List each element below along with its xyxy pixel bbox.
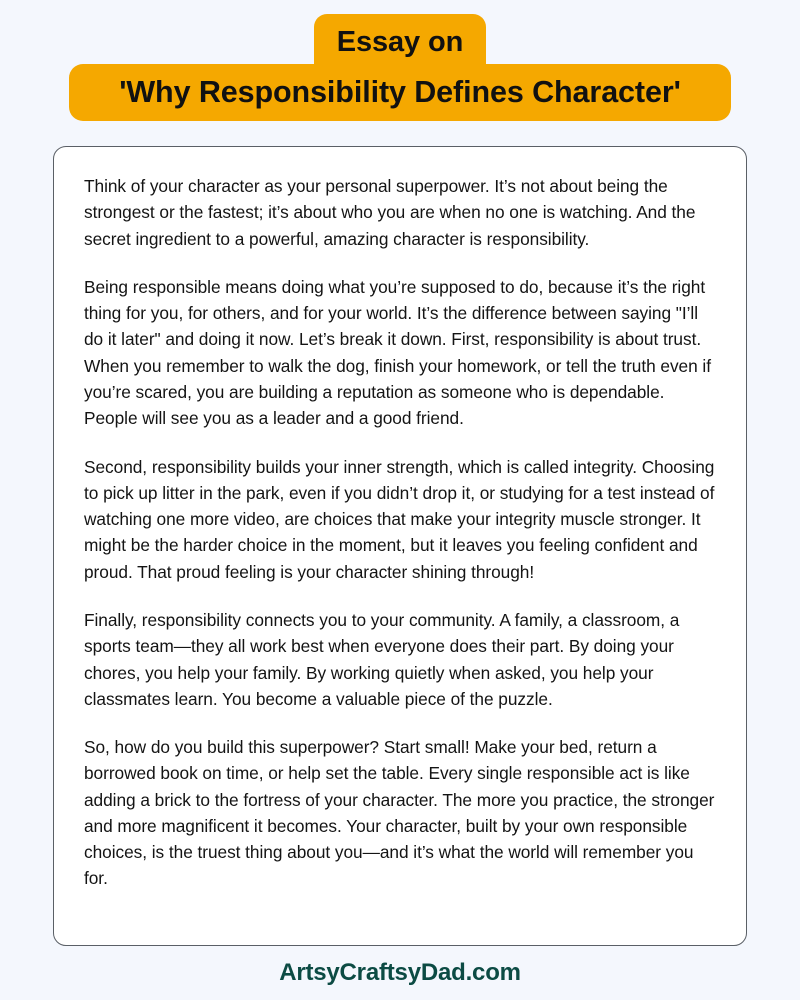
essay-on-badge: Essay on [314,14,486,74]
essay-title-badge: 'Why Responsibility Defines Character' [69,64,731,121]
essay-paragraph: Second, responsibility builds your inner strength, which is called integrity. Choosing to pick up litter in the park, even if you didn’t drop it, or studying for a test instead of watching one more video, are choices that make your integrity muscle stronger. It might be the harder choice in the moment, but it leaves you feeling confident and proud. That proud feeling is your character shining through! [84,456,715,582]
essay-paragraph: Think of your character as your personal superpower. It’s not about being the strongest or the fastest; it’s about who you are when no one is watching. And the secret ingredient to a powerful, amazing character is responsibility. [84,176,696,249]
essay-body [84,173,716,892]
page-footer [0,946,800,1000]
essay-card [53,146,747,946]
site-name-watermark: ArtsyCraftsyDad.com [279,959,521,986]
title-header [0,0,800,128]
essay-paragraph: Being responsible means doing what you’re supposed to do, because it’s the right thing for you, for others, and for your world. It’s the difference between saying "I’ll do it later" and doing it now. Let’s break it down. First, responsibility is about trust. When you remember to walk the dog, finish your homework, or tell the truth even if you’re scared, you are building a reputation as someone who is dependable. People will see you as a leader and a good friend. [84,276,711,429]
essay-paragraph: Finally, responsibility connects you to your community. A family, a classroom, a sports team—they all work best when everyone does their part. By doing your chores, you help your family. By working quietly when asked, you help your classmates learn. You become a valuable piece of the puzzle. [84,609,680,709]
essay-paragraph: So, how do you build this superpower? Start small! Make your bed, return a borrowed book on time, or help set the table. Every single responsible act is like adding a brick to the fortress of your character. The more you practice, the stronger and more magnificent it becomes. Your character, built by your own responsible choices, is the truest thing about you—and it’s what the world will remember you for. [84,737,715,889]
